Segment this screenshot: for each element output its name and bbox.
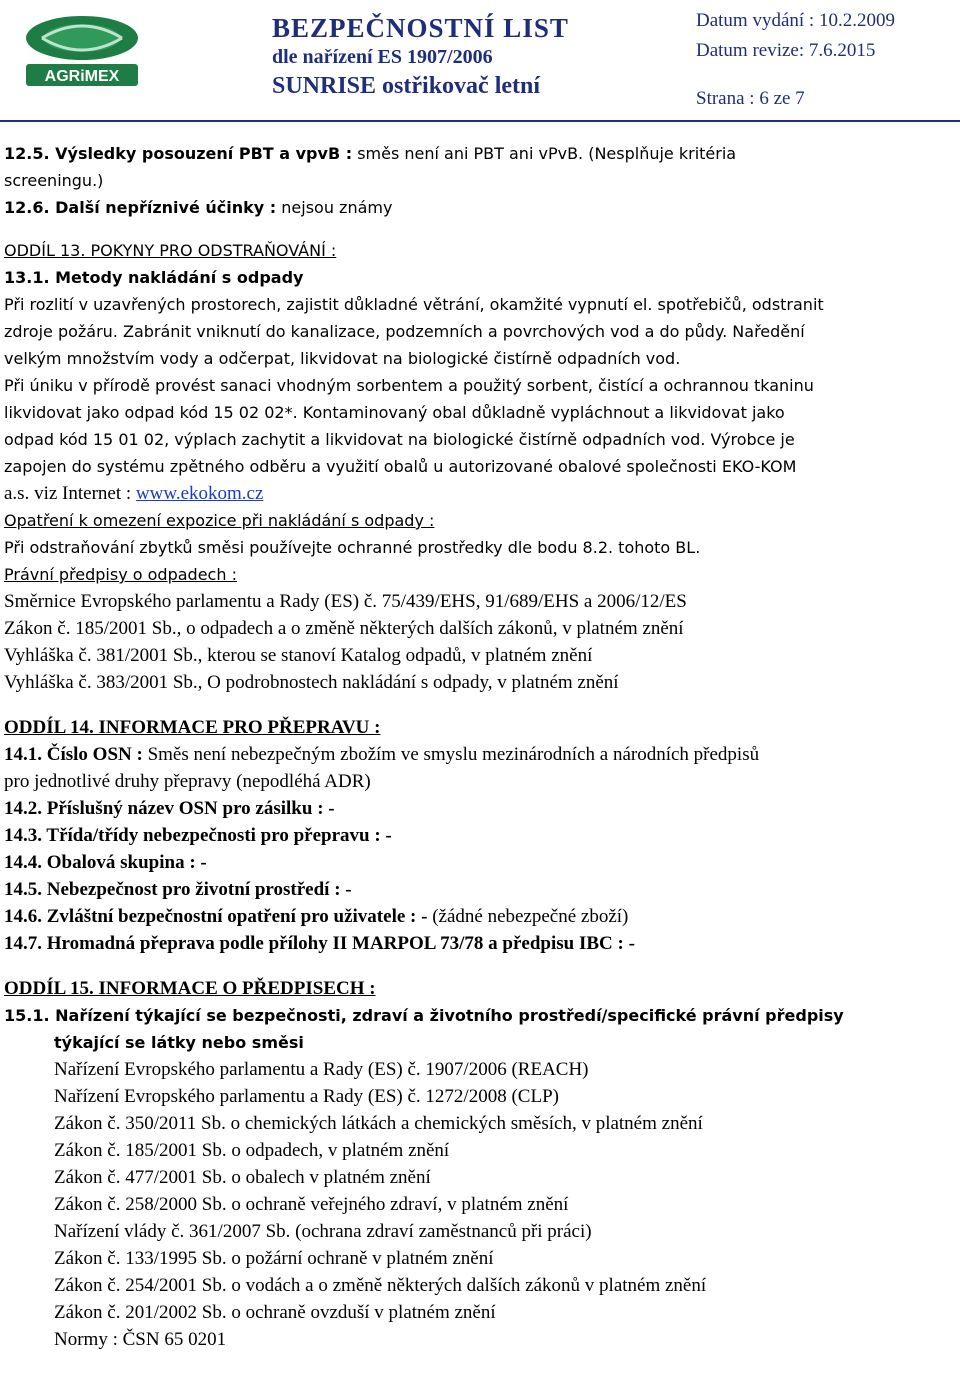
issue-date: Datum vydání : 10.2.2009 — [696, 10, 895, 31]
law-item: Normy : ČSN 65 0201 — [54, 1329, 227, 1350]
item-text: směs není ani PBT ani vPvB. (Nesplňuje kritéria — [352, 144, 737, 163]
law-item: Nařízení Evropského parlamentu a Rady (ES) č. 1272/2008 (CLP) — [54, 1086, 559, 1107]
section-13-heading: ODDÍL 13. POKYNY PRO ODSTRAŇOVÁNÍ : — [4, 241, 337, 260]
item-text: Směs není nebezpečným zbožím ve smyslu mezinárodních a národních předpisů — [142, 744, 760, 765]
header-dates — [696, 6, 958, 66]
item-label: 12.5. Výsledky posouzení PBT a vpvB : — [4, 144, 353, 163]
section-14-heading: ODDÍL 14. INFORMACE PRO PŘEPRAVU : — [4, 717, 381, 738]
item-12-5-cont: screeningu.) — [4, 171, 104, 190]
item-14-5: 14.5. Nebezpečnost pro životní prostředí : - — [4, 879, 352, 900]
paragraph-line: velkým množstvím vody a odčerpat, likvidovat na biologické čistírně odpadních vod. — [4, 349, 681, 368]
document-title: BEZPEČNOSTNÍ LIST — [272, 13, 569, 43]
item-14-2: 14.2. Příslušný název OSN pro zásilku : - — [4, 798, 335, 819]
item-14-3: 14.3. Třída/třídy nebezpečnosti pro přepravu : - — [4, 825, 392, 846]
paragraph-line: likvidovat jako odpad kód 15 02 02*. Kontaminovaný obal důkladně vypláchnout a likvidovat jako — [4, 403, 785, 422]
law-item: Zákon č. 254/2001 Sb. o vodách a o změně některých dalších zákonů v platném znění — [54, 1275, 707, 1296]
item-label: 14.1. Číslo OSN : — [4, 744, 143, 765]
legal-item: Vyhláška č. 383/2001 Sb., O podrobnostech nakládání s odpady, v platném znění — [4, 672, 619, 693]
item-14-6 — [4, 903, 956, 930]
item-14-1 — [4, 741, 956, 768]
header-title-block — [272, 12, 602, 102]
law-item: Zákon č. 258/2000 Sb. o ochraně veřejného zdraví, v platném znění — [54, 1194, 569, 1215]
item-12-5 — [4, 140, 956, 167]
internet-reference — [4, 480, 956, 507]
law-item: Zákon č. 201/2002 Sb. o ochraně ovzduší v platném znění — [54, 1302, 496, 1323]
document-body — [4, 140, 956, 1353]
paragraph-line: Při rozlití v uzavřených prostorech, zajistit důkladné větrání, okamžité vypnutí el. spotřebičů, odstranit — [4, 295, 824, 314]
section-15-heading: ODDÍL 15. INFORMACE O PŘEDPISECH : — [4, 978, 376, 999]
paragraph-line: zapojen do systému zpětného odběru a využití obalů u autorizované obalové společnosti EKO-KOM — [4, 457, 797, 476]
product-name: SUNRISE ostřikovač letní — [272, 73, 541, 99]
page-number: Strana : 6 ze 7 — [696, 88, 805, 109]
law-item: Zákon č. 350/2011 Sb. o chemických látkách a chemických směsích, v platném znění — [54, 1113, 703, 1134]
item-label: 12.6. Další nepříznivé účinky : — [4, 198, 277, 217]
ekokom-link[interactable]: www.ekokom.cz — [135, 483, 264, 504]
subsection-15-1-cont: týkající se látky nebo směsi — [54, 1033, 304, 1052]
item-12-6 — [4, 194, 956, 221]
exposure-heading: Opatření k omezení expozice při nakládání s odpady : — [4, 511, 435, 530]
agrimex-logo — [12, 8, 152, 92]
item-14-1-cont: pro jednotlivé druhy přepravy (nepodléhá ADR) — [4, 771, 371, 792]
legal-item: Směrnice Evropského parlamentu a Rady (ES) č. 75/439/EHS, 91/689/EHS a 2006/12/ES — [4, 591, 687, 612]
item-14-7: 14.7. Hromadná přeprava podle přílohy II MARPOL 73/78 a předpisu IBC : - — [4, 933, 635, 954]
item-text: nejsou známy — [276, 198, 393, 217]
revision-date: Datum revize: 7.6.2015 — [696, 40, 876, 61]
header-divider — [0, 120, 960, 122]
logo-text: AGRiMEX — [44, 68, 120, 85]
paragraph-line: Při úniku v přírodě provést sanaci vhodným sorbentem a použitý sorbent, čistící a ochrannou tkaninu — [4, 376, 814, 395]
subsection-15-1: 15.1. Nařízení týkající se bezpečnosti, zdraví a životního prostředí/specifické právní předpisy — [4, 1006, 844, 1025]
paragraph-line: odpad kód 15 01 02, výplach zachytit a likvidovat na biologické čistírně odpadních vod. Výrobce je — [4, 430, 795, 449]
paragraph-line: zdroje požáru. Zabránit vniknutí do kanalizace, podzemních a povrchových vod a do půdy. Naředění — [4, 322, 805, 341]
internet-prefix: a.s. viz Internet : — [4, 483, 136, 504]
item-text: (žádné nebezpečné zboží) — [427, 906, 629, 927]
item-14-4: 14.4. Obalová skupina : - — [4, 852, 207, 873]
regulation-ref: dle nařízení ES 1907/2006 — [272, 46, 493, 68]
law-item: Nařízení vlády č. 361/2007 Sb. (ochrana zdraví zaměstnanců při práci) — [54, 1221, 592, 1242]
law-item: Nařízení Evropského parlamentu a Rady (ES) č. 1907/2006 (REACH) — [54, 1059, 589, 1080]
legal-item: Vyhláška č. 381/2001 Sb., kterou se stanoví Katalog odpadů, v platném znění — [4, 645, 593, 666]
item-label: 14.6. Zvláštní bezpečnostní opatření pro uživatele : - — [4, 906, 428, 927]
law-item: Zákon č. 477/2001 Sb. o obalech v platném znění — [54, 1167, 431, 1188]
subsection-13-1: 13.1. Metody nakládání s odpady — [4, 268, 304, 287]
exposure-text: Při odstraňování zbytků směsi používejte ochranné prostředky dle bodu 8.2. tohoto BL. — [4, 538, 701, 557]
law-item: Zákon č. 133/1995 Sb. o požární ochraně v platném znění — [54, 1248, 494, 1269]
law-item: Zákon č. 185/2001 Sb. o odpadech, v platném znění — [54, 1140, 450, 1161]
page-header — [0, 0, 960, 122]
legal-item: Zákon č. 185/2001 Sb., o odpadech a o změně některých dalších zákonů, v platném znění — [4, 618, 684, 639]
legal-heading: Právní předpisy o odpadech : — [4, 565, 237, 584]
